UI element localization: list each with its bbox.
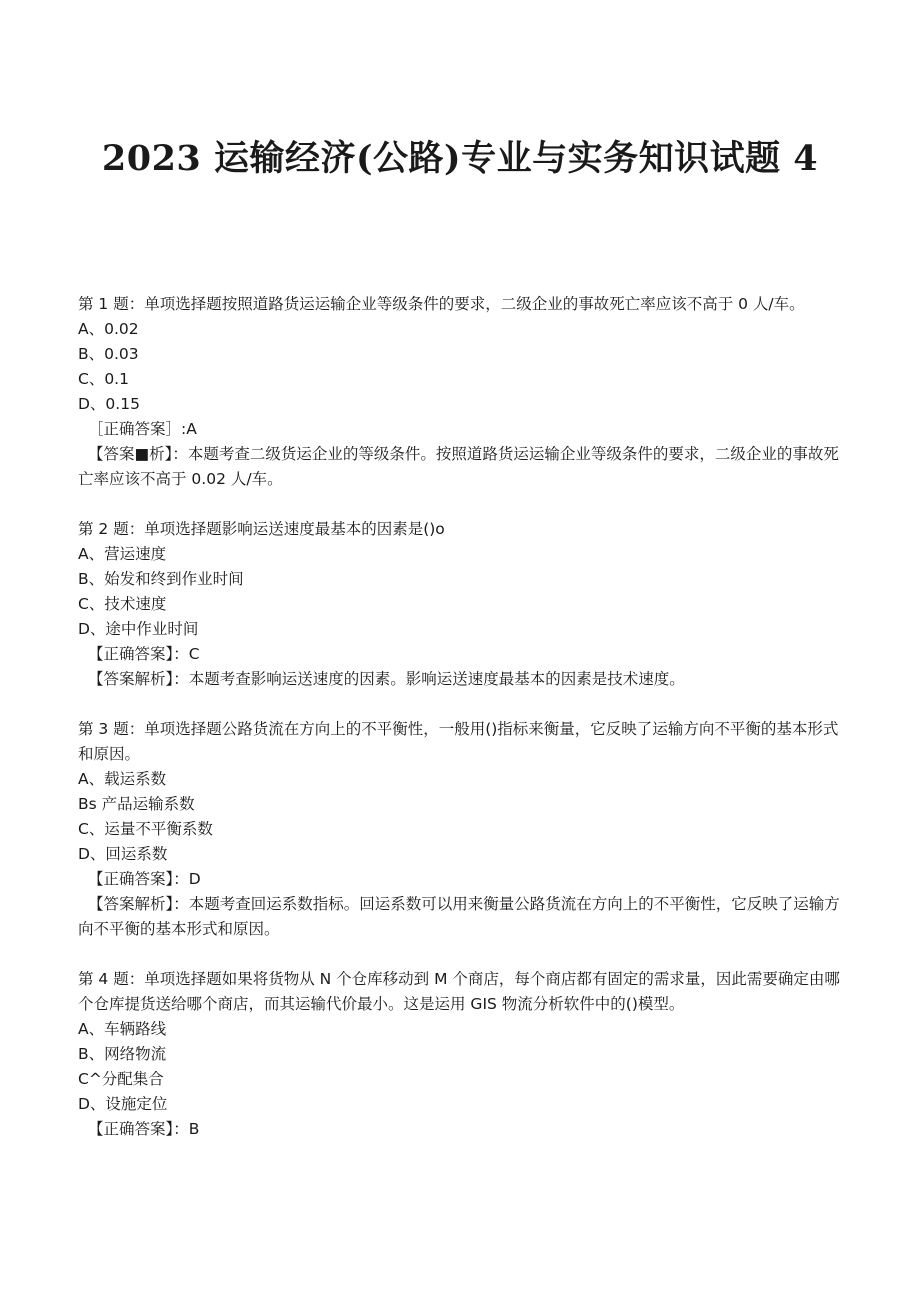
option-d: D、设施定位 bbox=[78, 1095, 168, 1113]
correct-answer: 【正确答案】：C bbox=[88, 645, 200, 663]
analysis-text: ：本题考查影响运送速度的因素。影响运送速度最基本的因素是技术速度。 bbox=[173, 670, 685, 688]
question-4 bbox=[78, 967, 842, 1142]
question-2 bbox=[78, 517, 842, 692]
option-d: D、0.15 bbox=[78, 395, 140, 413]
option-c: C、0.1 bbox=[78, 370, 129, 388]
question-3 bbox=[78, 717, 842, 942]
option-a: A、营运速度 bbox=[78, 545, 167, 563]
correct-answer: 【正确答案】：B bbox=[88, 1120, 200, 1138]
option-c: C、运量不平衡系数 bbox=[78, 820, 213, 838]
option-a: A、0.02 bbox=[78, 320, 139, 338]
analysis-text: ：本题考查二级货运企业的等级条件。按照道路货运运输企业等级条件的要求，二级企业的事故死亡率应该不高于 0.02 人/车。 bbox=[78, 445, 839, 488]
analysis-label: 【答案解析】 bbox=[88, 670, 174, 688]
question-text: 第 3 题：单项选择题公路货流在方向上的不平衡性，一般用()指标来衡量，它反映了运输方向不平衡的基本形式和原因。 bbox=[78, 720, 839, 763]
option-a: A、车辆路线 bbox=[78, 1020, 167, 1038]
question-list bbox=[78, 292, 842, 1167]
option-b: Bs 产品运输系数 bbox=[78, 795, 195, 813]
correct-answer: 【正确答案】：D bbox=[88, 870, 201, 888]
option-b: B、始发和终到作业时间 bbox=[78, 570, 244, 588]
option-b: B、0.03 bbox=[78, 345, 139, 363]
option-d: D、途中作业时间 bbox=[78, 620, 199, 638]
correct-answer: ［正确答案］:A bbox=[88, 420, 197, 438]
answer-analysis bbox=[78, 442, 842, 492]
question-text: 第 1 题：单项选择题按照道路货运运输企业等级条件的要求，二级企业的事故死亡率应该不高于 0 人/车。 bbox=[78, 295, 805, 313]
question-text: 第 4 题：单项选择题如果将货物从 N 个仓库移动到 M 个商店，每个商店都有固定的需求量，因此需要确定由哪个仓库提货送给哪个商店，而其运输代价最小。这是运用 GIS 物流分析软件中的()模型。 bbox=[78, 970, 840, 1013]
answer-analysis bbox=[78, 667, 842, 692]
question-1 bbox=[78, 292, 842, 492]
analysis-text: ：本题考查回运系数指标。回运系数可以用来衡量公路货流在方向上的不平衡性，它反映了运输方向不平衡的基本形式和原因。 bbox=[78, 895, 840, 938]
option-b: B、网络物流 bbox=[78, 1045, 167, 1063]
option-c: C^分配集合 bbox=[78, 1070, 164, 1088]
question-text: 第 2 题：单项选择题影响运送速度最基本的因素是()o bbox=[78, 520, 445, 538]
document-title: 2023 运输经济(公路)专业与实务知识试题 4 bbox=[101, 138, 819, 179]
analysis-label: 【答案解析】 bbox=[88, 895, 174, 913]
option-c: C、技术速度 bbox=[78, 595, 167, 613]
answer-analysis bbox=[78, 892, 842, 942]
analysis-label: 【答案■析】 bbox=[88, 445, 173, 463]
option-d: D、回运系数 bbox=[78, 845, 168, 863]
option-a: A、载运系数 bbox=[78, 770, 167, 788]
